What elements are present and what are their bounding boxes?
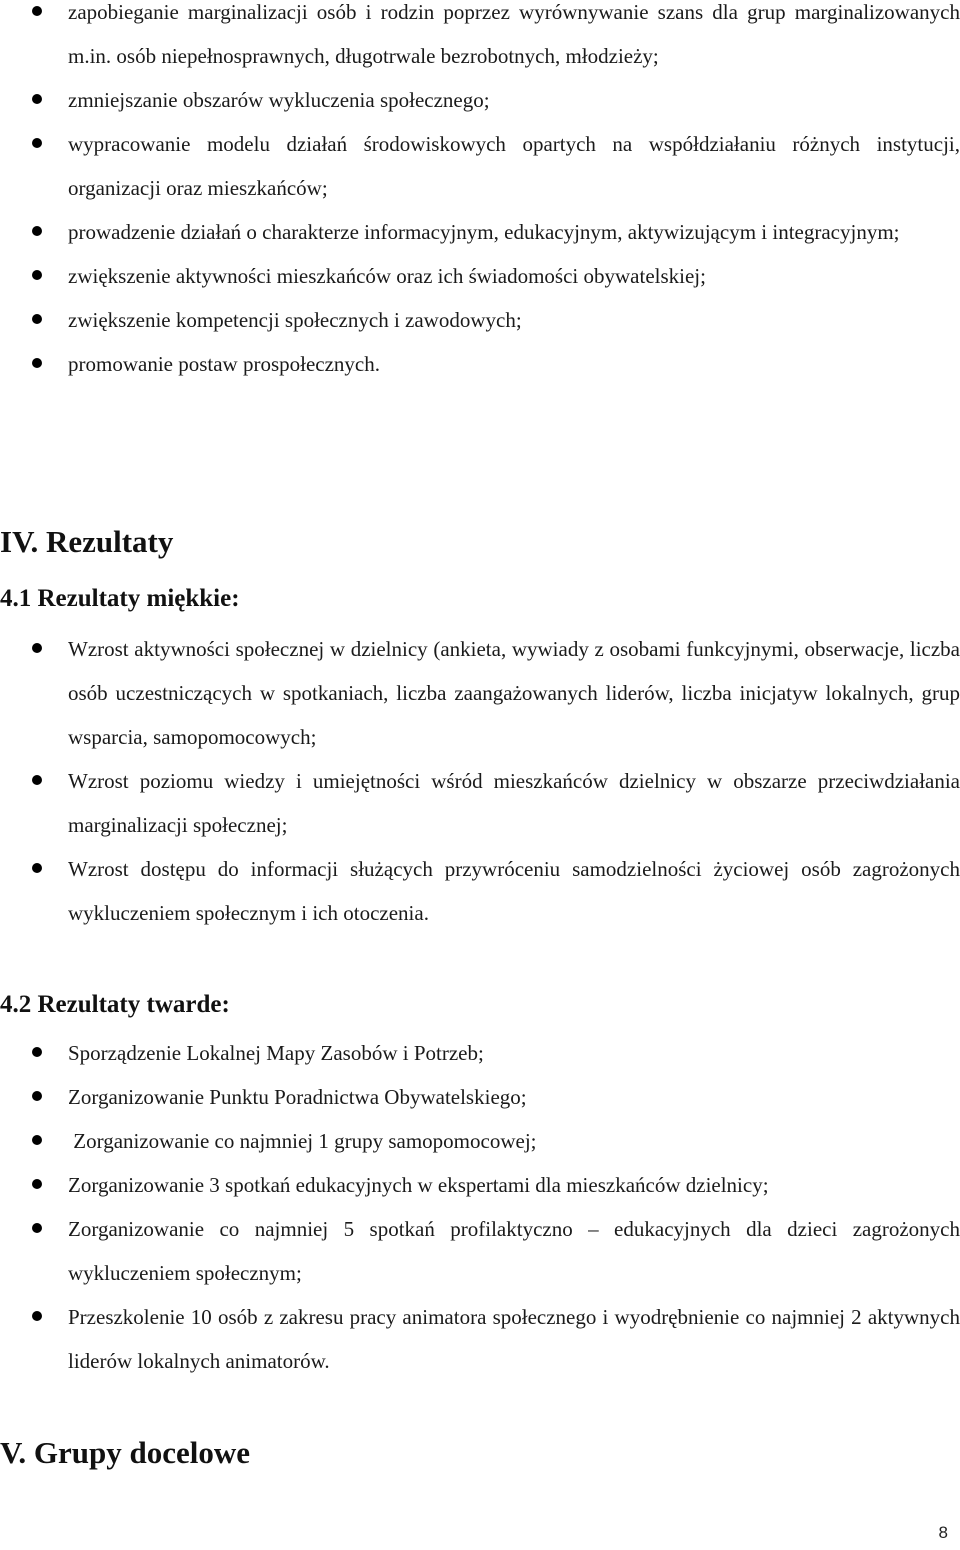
soft-results-list [0,627,960,935]
bullet-icon [32,6,42,16]
list-item: Zorganizowanie co najmniej 1 grupy samopomocowej; [0,1119,960,1163]
hard-results-list [0,1031,960,1383]
bullet-icon [32,314,42,324]
bullet-icon [32,1311,42,1321]
bullet-icon [32,863,42,873]
list-item: Zorganizowanie co najmniej 5 spotkań profilaktyczno – edukacyjnych dla dzieci zagrożonych wykluczeniem społecznym; [0,1207,960,1295]
list-item: zwiększenie aktywności mieszkańców oraz ich świadomości obywatelskiej; [0,254,960,298]
page-number: 8 [938,1523,948,1542]
list-item: Wzrost aktywności społecznej w dzielnicy (ankieta, wywiady z osobami funkcyjnymi, obserwacje, liczba osób uczestniczących w spotkaniach, liczba zaangażowanych liderów, liczba inicjatyw lokalnych, grup wsparcia, samopomocowych; [0,627,960,759]
bullet-icon [32,94,42,104]
bullet-icon [32,138,42,148]
bullet-icon [32,1223,42,1233]
list-item: prowadzenie działań o charakterze informacyjnym, edukacyjnym, aktywizującym i integracyjnym; [0,210,960,254]
list-item: Zorganizowanie Punktu Poradnictwa Obywatelskiego; [0,1075,960,1119]
bullet-icon [32,226,42,236]
list-item: Wzrost poziomu wiedzy i umiejętności wśród mieszkańców dzielnicy w obszarze przeciwdziałania marginalizacji społecznej; [0,759,960,847]
subheading-soft-results: 4.1 Rezultaty miękkie: [0,585,240,612]
bullet-icon [32,1179,42,1189]
bullet-icon [32,643,42,653]
list-item: wypracowanie modelu działań środowiskowych opartych na współdziałaniu różnych instytucji, organizacji oraz mieszkańców; [0,122,960,210]
section-heading-grupy-docelowe: V. Grupy docelowe [0,1435,251,1470]
bullet-icon [32,775,42,785]
list-item: promowanie postaw prospołecznych. [0,342,960,386]
bullet-icon [32,1047,42,1057]
list-item: Wzrost dostępu do informacji służących przywróceniu samodzielności życiowej osób zagrożonych wykluczeniem społecznym i ich otoczenia. [0,847,960,935]
list-item: zwiększenie kompetencji społecznych i zawodowych; [0,298,960,342]
bullet-icon [32,1135,42,1145]
list-item: Przeszkolenie 10 osób z zakresu pracy animatora społecznego i wyodrębnienie co najmniej 2 aktywnych liderów lokalnych animatorów. [0,1295,960,1383]
bullet-icon [32,358,42,368]
bullet-icon [32,1091,42,1101]
list-item: Sporządzenie Lokalnej Mapy Zasobów i Potrzeb; [0,1031,960,1075]
goals-list [0,0,960,386]
section-heading-rezultaty: IV. Rezultaty [0,524,174,559]
list-item: zapobieganie marginalizacji osób i rodzin poprzez wyrównywanie szans dla grup marginalizowanych m.in. osób niepełnosprawnych, długotrwale bezrobotnych, młodzieży; [0,0,960,78]
list-item: zmniejszanie obszarów wykluczenia społecznego; [0,78,960,122]
bullet-icon [32,270,42,280]
list-item: Zorganizowanie 3 spotkań edukacyjnych w ekspertami dla mieszkańców dzielnicy; [0,1163,960,1207]
subheading-hard-results: 4.2 Rezultaty twarde: [0,991,230,1018]
